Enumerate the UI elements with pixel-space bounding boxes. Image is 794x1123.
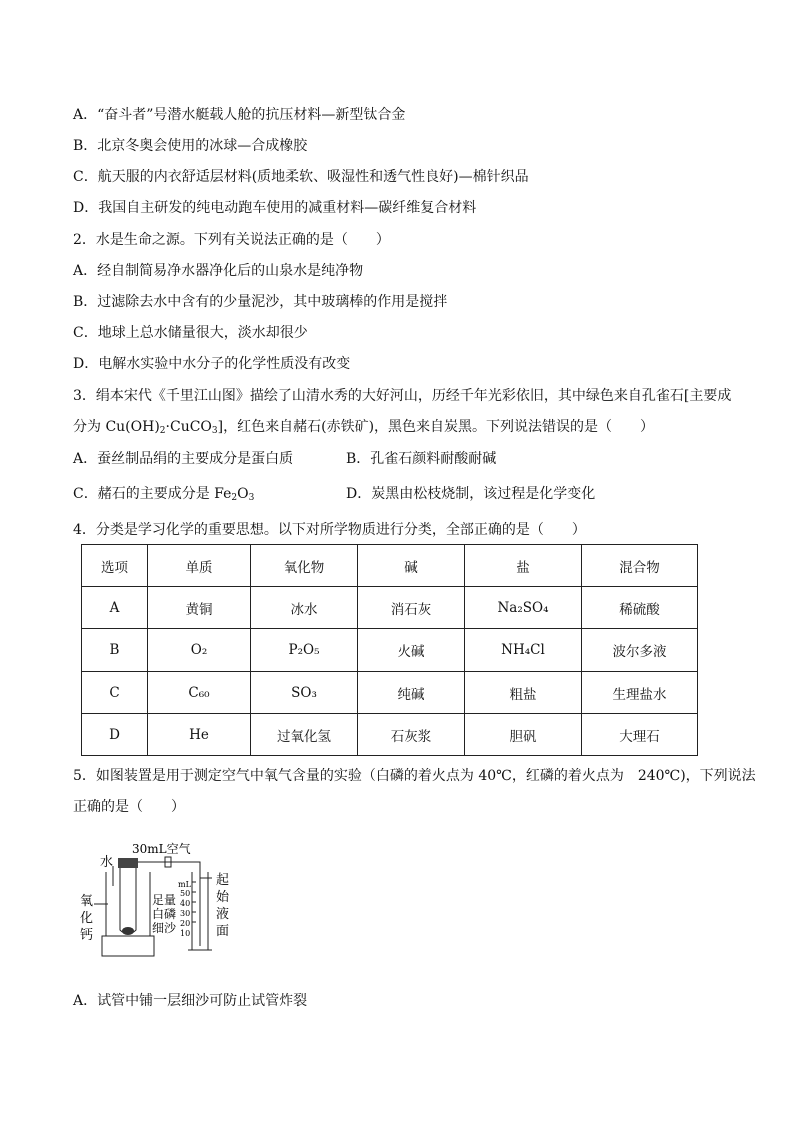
table-cell: 稀硫酸 <box>582 587 698 629</box>
label-white-p: 白磷 <box>152 907 177 921</box>
table-cell: 生理盐水 <box>582 672 698 714</box>
header-element: 单质 <box>148 545 251 587</box>
q3-stem-line2: 分为 $Cu(OH)_2\cdot CuCO_3$]，红色来自赭石(赤铁矿)，黑色来自炭黑。下列说法错误的是（ ） <box>73 419 655 436</box>
q2-option-c: C．地球上总水储量很大，淡水却很少 <box>73 325 308 341</box>
q4-stem: 4．分类是学习化学的重要思想。以下对所学物质进行分类，全部正确的是（ ） <box>73 522 586 538</box>
q2-stem: 2．水是生命之源。下列有关说法正确的是（ ） <box>73 232 390 248</box>
table-cell: 石灰浆 <box>358 714 465 756</box>
label-cao-1: 氧 <box>80 894 94 909</box>
table-row <box>82 587 698 629</box>
table-cell: 胆矾 <box>465 714 582 756</box>
header-mixture: 混合物 <box>582 545 698 587</box>
q3-stem-line1: 3．绢本宋代《千里江山图》描绘了山清水秀的大好河山，历经千年光彩依旧，其中绿色来自孔雀石[主要成 <box>73 388 732 404</box>
table-cell: C₆₀ <box>148 672 251 714</box>
q1-option-d: D．我国自主研发的纯电动跑车使用的减重材料—碳纤维复合材料 <box>73 200 477 216</box>
q2-option-d: D．电解水实验中水分子的化学性质没有改变 <box>73 356 351 372</box>
apparatus-figure <box>80 838 240 960</box>
label-cao-3: 钙 <box>80 928 94 943</box>
header-option: 选项 <box>82 545 148 587</box>
q1-option-a: A．“奋斗者”号潜水艇载人舱的抗压材料—新型钛合金 <box>73 107 406 123</box>
table-cell: 粗盐 <box>465 672 582 714</box>
stopper <box>118 858 138 868</box>
header-base: 碱 <box>358 545 465 587</box>
q1-option-c: C．航天服的内衣舒适层材料(质地柔软、吸湿性和透气性良好)—棉针织品 <box>73 169 529 185</box>
q2-option-b: B．过滤除去水中含有的少量泥沙，其中玻璃棒的作用是搅拌 <box>73 294 448 310</box>
classification-table <box>81 544 698 756</box>
header-oxide: 氧化物 <box>251 545 358 587</box>
scale-label: 20 <box>180 919 191 928</box>
label-cao-2: 化 <box>80 911 94 926</box>
scale-label: 40 <box>180 899 191 908</box>
label-excess: 足量 <box>152 893 177 907</box>
scale-label: 50 <box>180 889 191 898</box>
phosphorus-sand <box>122 927 134 935</box>
header-salt: 盐 <box>465 545 582 587</box>
table-cell: 冰水 <box>251 587 358 629</box>
q5-stem-line2: 正确的是（ ） <box>73 799 185 815</box>
table-cell: B <box>82 629 148 672</box>
base-block <box>102 936 154 956</box>
label-start-1: 起 <box>216 873 230 888</box>
q3-option-d: D．炭黑由松枝烧制，该过程是化学变化 <box>346 486 596 502</box>
label-air: 30mL空气 <box>132 842 191 856</box>
table-row <box>82 714 698 756</box>
q1-option-b: B．北京冬奥会使用的冰球—合成橡胶 <box>73 138 308 154</box>
table-cell: P₂O₅ <box>251 629 358 672</box>
table-header-row <box>82 545 698 587</box>
scale-label: 30 <box>180 909 191 918</box>
table-row <box>82 629 698 672</box>
table-cell: SO₃ <box>251 672 358 714</box>
q5-stem-line1: 5．如图装置是用于测定空气中氧气含量的实验（白磷的着火点为 40℃，红磷的着火点为 240℃)，下列说法 <box>73 768 756 784</box>
table-row <box>82 672 698 714</box>
table-cell: 大理石 <box>582 714 698 756</box>
scale-label: 10 <box>180 929 191 938</box>
table-cell: O₂ <box>148 629 251 672</box>
table-cell: He <box>148 714 251 756</box>
table-cell: 纯碱 <box>358 672 465 714</box>
q5-option-a: A．试管中铺一层细沙可防止试管炸裂 <box>73 993 308 1009</box>
table-cell: C <box>82 672 148 714</box>
q3-option-a: A．蚕丝制品绢的主要成分是蛋白质 <box>73 451 294 467</box>
test-tube <box>120 868 136 934</box>
table-cell: 黄铜 <box>148 587 251 629</box>
table-cell: 波尔多液 <box>582 629 698 672</box>
q3-option-b: B．孔雀石颜料耐酸耐碱 <box>346 451 497 467</box>
label-start-4: 面 <box>216 924 230 939</box>
q3-option-c: C．赭石的主要成分是 $Fe_2O_3$ <box>73 486 255 503</box>
label-water: 水 <box>100 855 114 870</box>
label-start-2: 始 <box>216 890 230 905</box>
table-cell: A <box>82 587 148 629</box>
table-cell: 过氧化氢 <box>251 714 358 756</box>
table-cell: D <box>82 714 148 756</box>
label-start-3: 液 <box>216 907 230 922</box>
table-cell: Na₂SO₄ <box>465 587 582 629</box>
table-cell: 火碱 <box>358 629 465 672</box>
table-cell: NH₄Cl <box>465 629 582 672</box>
label-sand: 细沙 <box>152 921 177 935</box>
q2-option-a: A．经自制简易净水器净化后的山泉水是纯净物 <box>73 263 364 279</box>
table-cell: 消石灰 <box>358 587 465 629</box>
label-ml: mL <box>178 880 191 889</box>
